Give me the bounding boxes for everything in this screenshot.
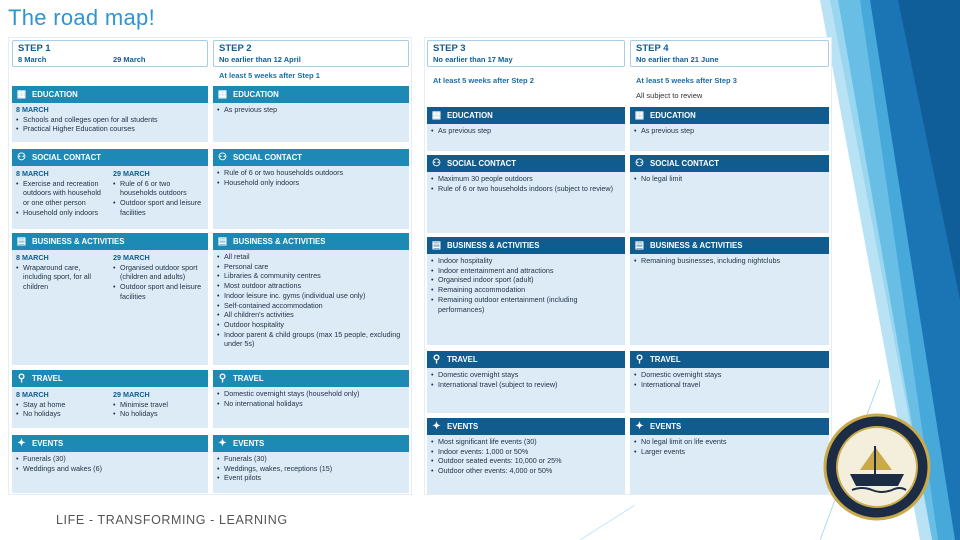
- building-icon: ▤: [634, 240, 645, 251]
- rye-college-logo: [822, 412, 932, 522]
- step4-name: STEP 4: [636, 43, 669, 54]
- list-item: • Personal care: [217, 262, 405, 272]
- list-item: • No legal limit: [634, 174, 825, 184]
- step3-business: [427, 237, 625, 345]
- step4-header: [630, 40, 829, 67]
- building-icon: ▤: [16, 236, 27, 247]
- step1-education: [12, 86, 208, 142]
- list-item: • Maximum 30 people outdoors: [431, 174, 621, 184]
- footer-tagline: LIFE - TRANSFORMING - LEARNING: [56, 513, 288, 527]
- list-item: • As previous step: [634, 126, 825, 136]
- list-item: • Domestic overnight stays: [634, 370, 825, 380]
- step2-social-title: SOCIAL CONTACT: [233, 153, 303, 162]
- list-item: • Indoor entertainment and attractions: [431, 266, 621, 276]
- list-item: • Outdoor sport and leisure facilities: [113, 282, 205, 301]
- list-item: • No legal limit on life events: [634, 437, 825, 447]
- list-item: • Rule of 6 or two households outdoors: [113, 179, 205, 198]
- list-item: • Remaining outdoor entertainment (including performances): [431, 295, 621, 314]
- step4-travel-title: TRAVEL: [650, 355, 681, 364]
- step2-name: STEP 2: [219, 43, 252, 54]
- list-item: • Rule of 6 or two households outdoors: [217, 168, 405, 178]
- list-item: • Stay at home: [16, 400, 108, 410]
- education-icon: ▦: [431, 110, 442, 121]
- list-item: • Schools and colleges open for all students: [16, 115, 204, 125]
- list-item: • Indoor leisure inc. gyms (individual use only): [217, 291, 405, 301]
- location-pin-icon: ⚲: [635, 354, 644, 365]
- step1-social-title: SOCIAL CONTACT: [32, 153, 102, 162]
- list-item: • Minimise travel: [113, 400, 205, 410]
- list-item: • No holidays: [113, 409, 205, 419]
- step2-social-contact: [213, 149, 409, 229]
- step3-date: No earlier than 17 May: [433, 55, 513, 64]
- step1-social-right-date: 29 MARCH: [113, 169, 150, 178]
- step1-travel-title: TRAVEL: [32, 374, 63, 383]
- list-item: • Outdoor other events: 4,000 or 50%: [431, 466, 621, 476]
- step1-travel-right-date: 29 MARCH: [113, 390, 150, 399]
- list-item: • Domestic overnight stays: [431, 370, 621, 380]
- people-icon: ⚇: [17, 152, 26, 163]
- step2-travel: [213, 370, 409, 428]
- step1-header: [12, 40, 208, 67]
- list-item: • Most significant life events (30): [431, 437, 621, 447]
- step3-social-contact: [427, 155, 625, 233]
- location-pin-icon: ⚲: [17, 373, 26, 384]
- people-icon: ⚇: [635, 158, 644, 169]
- list-item: • Weddings and wakes (6): [16, 464, 204, 474]
- step1-travel-left-date: 8 MARCH: [16, 390, 49, 399]
- people-icon: ⚇: [218, 152, 227, 163]
- list-item: • Funerals (30): [217, 454, 405, 464]
- step2-header: [213, 40, 409, 67]
- step3-travel: [427, 351, 625, 413]
- step2-education: [213, 86, 409, 142]
- step1-business: [12, 233, 208, 365]
- step2-date: No earlier than 12 April: [219, 55, 301, 64]
- step2-events-title: EVENTS: [233, 439, 265, 448]
- list-item: • Larger events: [634, 447, 825, 457]
- list-item: • Practical Higher Education courses: [16, 124, 204, 134]
- step2-education-title: EDUCATION: [233, 90, 279, 99]
- step3-business-title: BUSINESS & ACTIVITIES: [447, 241, 540, 250]
- list-item: • Wraparound care, including sport, for all children: [16, 263, 108, 292]
- ticket-icon: ✦: [432, 421, 441, 432]
- step4-note: At least 5 weeks after Step 3: [636, 76, 737, 85]
- step1-education-date: 8 MARCH: [16, 105, 49, 114]
- step1-travel: [12, 370, 208, 428]
- step3-header: [427, 40, 625, 67]
- list-item: • Outdoor seated events: 10,000 or 25%: [431, 456, 621, 466]
- step2-business-title: BUSINESS & ACTIVITIES: [233, 237, 326, 246]
- list-item: • No holidays: [16, 409, 108, 419]
- step4-education: [630, 107, 829, 151]
- list-item: • Remaining businesses, including nightclubs: [634, 256, 825, 266]
- step4-date: No earlier than 21 June: [636, 55, 719, 64]
- step3-events-title: EVENTS: [447, 422, 479, 431]
- step1-date-b: 29 March: [113, 55, 146, 64]
- list-item: • Most outdoor attractions: [217, 281, 405, 291]
- step1-business-left-date: 8 MARCH: [16, 253, 49, 262]
- step1-business-right-date: 29 MARCH: [113, 253, 150, 262]
- list-item: • Indoor parent & child groups (max 15 people, excluding under 5s): [217, 330, 405, 349]
- step4-note-review: All subject to review: [636, 91, 703, 100]
- step2-travel-title: TRAVEL: [233, 374, 264, 383]
- step1-events-title: EVENTS: [32, 439, 64, 448]
- ticket-icon: ✦: [17, 438, 26, 449]
- ticket-icon: ✦: [218, 438, 227, 449]
- list-item: • Funerals (30): [16, 454, 204, 464]
- step3-events: [427, 418, 625, 494]
- step3-education-title: EDUCATION: [447, 111, 493, 120]
- list-item: • Domestic overnight stays (household only): [217, 389, 405, 399]
- list-item: • Event pilots: [217, 473, 405, 483]
- step4-events-title: EVENTS: [650, 422, 682, 431]
- list-item: • Household only indoors: [16, 208, 108, 218]
- slide-title: The road map!: [8, 5, 155, 30]
- step1-name: STEP 1: [18, 43, 51, 54]
- list-item: • Household only indoors: [217, 178, 405, 188]
- step4-events: [630, 418, 829, 494]
- list-item: • Remaining accommodation: [431, 285, 621, 295]
- step1-events: [12, 435, 208, 493]
- step1-education-title: EDUCATION: [32, 90, 78, 99]
- list-item: • Outdoor sport and leisure facilities: [113, 198, 205, 217]
- step1-social-left-date: 8 MARCH: [16, 169, 49, 178]
- people-icon: ⚇: [432, 158, 441, 169]
- step4-social-title: SOCIAL CONTACT: [650, 159, 720, 168]
- education-icon: ▦: [634, 110, 645, 121]
- list-item: • Libraries & community centres: [217, 271, 405, 281]
- list-item: • Exercise and recreation outdoors with household or one other person: [16, 179, 108, 208]
- list-item: • Indoor hospitality: [431, 256, 621, 266]
- building-icon: ▤: [217, 236, 228, 247]
- education-icon: ▦: [16, 89, 27, 100]
- step1-social-contact: [12, 149, 208, 229]
- step2-note: At least 5 weeks after Step 1: [219, 71, 320, 80]
- list-item: • Organised outdoor sport (children and adults): [113, 263, 205, 282]
- step2-business: [213, 233, 409, 365]
- list-item: • Weddings, wakes, receptions (15): [217, 464, 405, 474]
- location-pin-icon: ⚲: [432, 354, 441, 365]
- list-item: • Outdoor hospitality: [217, 320, 405, 330]
- list-item: • As previous step: [217, 105, 405, 115]
- step4-travel: [630, 351, 829, 413]
- list-item: • All children's activities: [217, 310, 405, 320]
- location-pin-icon: ⚲: [218, 373, 227, 384]
- step3-travel-title: TRAVEL: [447, 355, 478, 364]
- list-item: • No international holidays: [217, 399, 405, 409]
- list-item: • International travel (subject to review): [431, 380, 621, 390]
- education-icon: ▦: [217, 89, 228, 100]
- decorative-lines-bottom: [580, 500, 660, 540]
- step3-social-title: SOCIAL CONTACT: [447, 159, 517, 168]
- list-item: • Organised indoor sport (adult): [431, 275, 621, 285]
- list-item: • Rule of 6 or two households indoors (subject to review): [431, 184, 621, 194]
- ticket-icon: ✦: [635, 421, 644, 432]
- step2-events: [213, 435, 409, 493]
- step1-date-a: 8 March: [18, 55, 47, 64]
- list-item: • As previous step: [431, 126, 621, 136]
- step4-social-contact: [630, 155, 829, 233]
- step4-education-title: EDUCATION: [650, 111, 696, 120]
- step3-name: STEP 3: [433, 43, 466, 54]
- list-item: • All retail: [217, 252, 405, 262]
- list-item: • Indoor events: 1,000 or 50%: [431, 447, 621, 457]
- step4-business-title: BUSINESS & ACTIVITIES: [650, 241, 743, 250]
- step3-education: [427, 107, 625, 151]
- list-item: • Self-contained accommodation: [217, 301, 405, 311]
- step4-business: [630, 237, 829, 345]
- step1-business-title: BUSINESS & ACTIVITIES: [32, 237, 125, 246]
- step3-note: At least 5 weeks after Step 2: [433, 76, 534, 85]
- building-icon: ▤: [431, 240, 442, 251]
- list-item: • International travel: [634, 380, 825, 390]
